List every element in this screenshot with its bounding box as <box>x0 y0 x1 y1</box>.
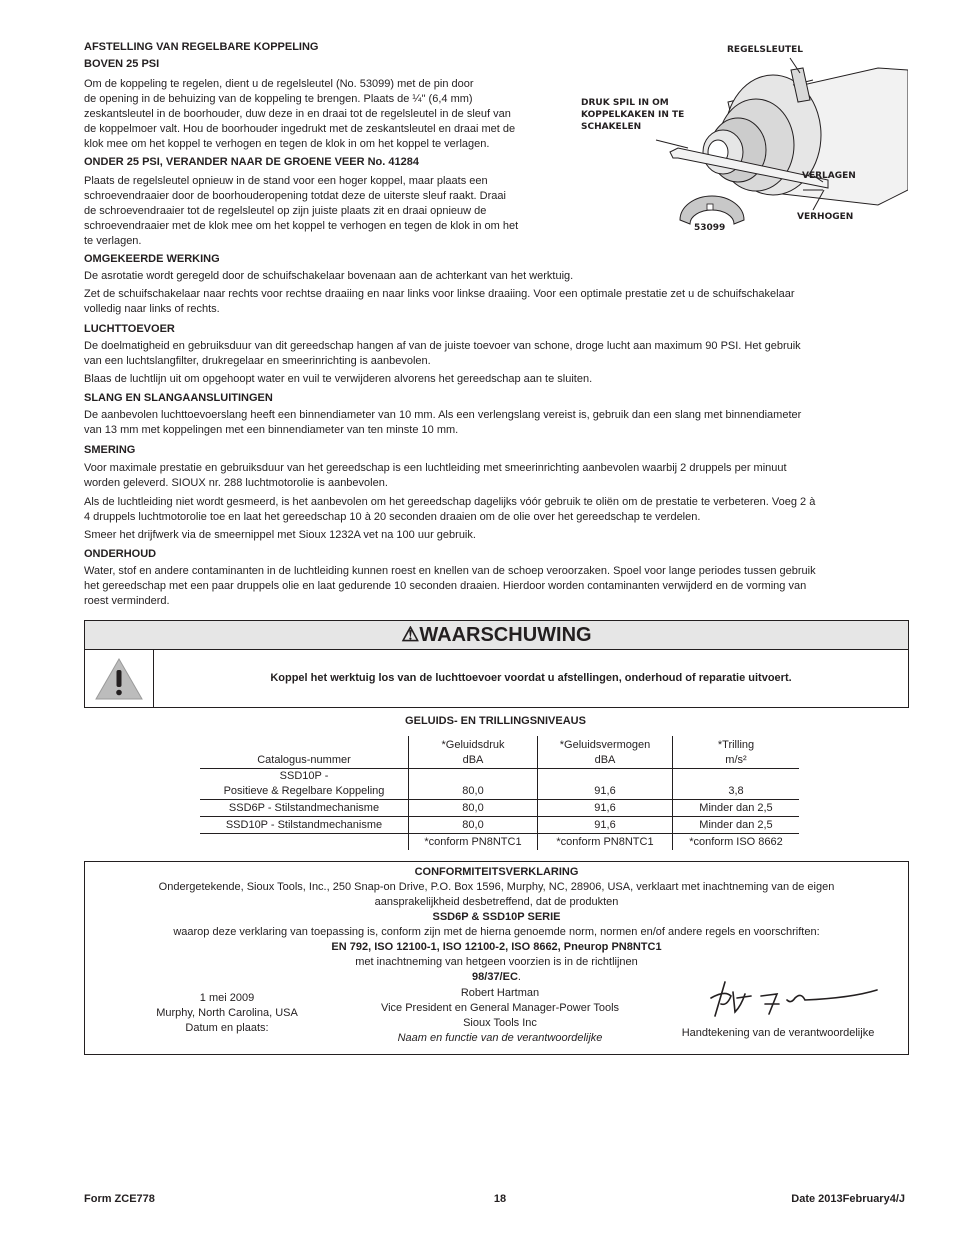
declaration-directive: 98/37/EC. <box>472 971 521 983</box>
paragraph-air-supply-1: De doelmatigheid en gebruiksduur van dit gereedschap hangen af van de juiste toevoer van schone, droge lucht aan maximum 90 PSI. Het gebruik van een luchtslangfilter, drukregelaar en smeerinrichting is aanbevolen. <box>84 340 801 367</box>
declaration-box <box>84 861 909 1055</box>
noise-vibration-table <box>200 736 799 850</box>
heading-air-supply: LUCHTTOEVOER <box>84 323 175 335</box>
signature-image <box>701 976 881 1022</box>
noise-title: GELUIDS- EN TRILLINGSNIVEAUS <box>405 715 586 727</box>
clutch-illustration <box>578 40 908 240</box>
clutch-adjustment-figure <box>578 40 908 240</box>
exclamation-triangle-icon <box>94 657 144 701</box>
declaration-date-place: 1 mei 2009 Murphy, North Carolina, USA Datum en plaats: <box>156 992 298 1034</box>
declaration-signer: Robert Hartman Vice President en General Manager-Power Tools Sioux Tools Inc Naam en functie van de verantwoordelijke <box>380 987 620 1044</box>
warning-icon-cell <box>85 650 154 707</box>
heading-lubrication: SMERING <box>84 444 136 456</box>
declaration-title: CONFORMITEITSVERKLARING <box>414 866 579 878</box>
declaration-line1: Ondergetekende, Sioux Tools, Inc., 250 Snap-on Drive, P.O. Box 1596, Murphy, NC, 28906, USA, verklaart met inachtneming van de eigen <box>158 881 835 893</box>
header-catalog: Catalogus-nummer <box>257 754 351 766</box>
paragraph-reverse-1: De asrotatie wordt geregeld door de schuifschakelaar bovenaan aan de achterkant van het werktuig. <box>84 270 574 282</box>
table-row: SSD6P - Stilstandmechanisme 80,0 91,6 Minder dan 2,5 <box>200 800 799 817</box>
paragraph-reverse-2: Zet de schuifschakelaar naar rechts voor rechtse draaiing en naar links voor linkse draaiing. Voor een optimale prestatie zet u de schuifschakelaar volledig naar links of rechts. <box>84 288 795 315</box>
label-regelsleutel: REGELSLEUTEL <box>727 45 804 55</box>
paragraph-lubrication-2: Als de luchtleiding niet wordt gesmeerd, is het aanbevolen om het gereedschap dagelijks vóór gebruik te oliën om de prestatie te verbeteren. Voeg 2 à 4 druppels luchtmotorolie toe en laat het gereedschap 10 à 20 seconden draaien om de olie over het gereedschap te verdelen. <box>84 496 816 523</box>
paragraph-below-25psi: Plaats de regelsleutel opnieuw in de stand voor een hoger koppel, maar plaats een schroevendraaier door de boorhouderopening totdat deze de uiterste sleuf raakt. Draai de schroevendraaier tot de regelsleutel op zijn juiste plaats zit en draai opnieuw de schroevendraaier met de klok mee om het koppel te verhogen en tegen de klok in om het te verlagen. <box>84 175 519 247</box>
label-part-number: 53099 <box>694 223 726 233</box>
subheading-above-25psi: BOVEN 25 PSI <box>84 58 160 70</box>
warning-title: ⚠WAARSCHUWING <box>85 621 908 650</box>
header-sound-pressure: *Geluidsdruk dBA <box>409 736 538 769</box>
declaration-series: SSD6P & SSD10P SERIE <box>432 911 561 923</box>
footer-date: Date 2013February4/J <box>791 1193 905 1205</box>
footer-form: Form ZCE778 <box>84 1193 155 1205</box>
footer-page-number: 18 <box>493 1193 507 1205</box>
paragraph-maintenance: Water, stof en andere contaminanten in de luchtleiding kunnen roest en knellen van de schoep veroorzaken. Spoel voor lange periodes tussen gebruik het gereedschap met een paar druppels olie en laat gedurende 10 seconden draaien. Hierdoor worden contaminanten verwijderd en de vorming van roest verminderd. <box>84 565 816 607</box>
paragraph-hose: De aanbevolen luchttoevoerslang heeft een binnendiameter van 10 mm. Als een verlengslang vereist is, gebruik dan een slang met binnendiameter van 13 mm met koppelingen met een binnendiameter van ten minste 10 mm. <box>84 409 802 436</box>
table-row: SSD10P - Positieve & Regelbare Koppeling 80,0 91,6 3,8 <box>200 769 799 800</box>
heading-maintenance: ONDERHOUD <box>84 548 157 560</box>
paragraph-lubrication-3: Smeer het drijfwerk via de smeernippel met Sioux 1232A vet na 100 uur gebruik. <box>84 529 476 541</box>
signature-caption: Handtekening van de verantwoordelijke <box>681 1027 875 1039</box>
wrench-53099-icon <box>680 196 744 224</box>
table-conform-row: *conform PN8NTC1 *conform PN8NTC1 *conform ISO 8662 <box>200 834 799 851</box>
heading-hose: SLANG EN SLANGAANSLUITINGEN <box>84 392 273 404</box>
paragraph-above-25psi: Om de koppeling te regelen, dient u de regelsleutel (No. 53099) met de pin door de opening in de behuizing van de koppeling te brengen. Plaats de ¼" (6,4 mm) zeskantsleutel in de boorhouder, duw deze in en draai tot de regelsleutel in de sleuf van de koppelmoer valt. Hou de boorhouder ingedrukt met de zeskantsleutel en draai met de klok mee om het koppel te verhogen en tegen de klok in om het koppel te verlagen. <box>84 78 516 150</box>
paragraph-lubrication-1: Voor maximale prestatie en gebruiksduur van het gereedschap is een luchtleiding met smeerinrichting aanbevolen waarbij 2 druppels per minuut worden geleverd. SIOUX nr. 288 luchtmotorolie is aanbevolen. <box>84 462 787 489</box>
header-vibration: *Trilling m/s² <box>673 736 800 769</box>
declaration-line3: waarop deze verklaring van toepassing is, conform zijn met de hierna genoemde norm, normen en/of andere regels en voorschriften: <box>173 926 820 938</box>
warning-box <box>84 620 909 708</box>
subheading-below-25psi: ONDER 25 PSI, VERANDER NAAR DE GROENE VEER No. 41284 <box>84 156 419 168</box>
table-header-row <box>200 736 799 769</box>
header-sound-power: *Geluidsvermogen dBA <box>538 736 673 769</box>
label-verlagen: VERLAGEN <box>802 171 856 181</box>
heading-adjust-clutch: AFSTELLING VAN REGELBARE KOPPELING <box>84 41 319 53</box>
paragraph-air-supply-2: Blaas de luchtlijn uit om opgehoopt water en vuil te verwijderen alvorens het gereedschap aan te sluiten. <box>84 373 593 385</box>
label-verhogen: VERHOGEN <box>797 212 854 222</box>
table-row: SSD10P - Stilstandmechanisme 80,0 91,6 Minder dan 2,5 <box>200 817 799 834</box>
warning-text: Koppel het werktuig los van de luchttoevoer voordat u afstellingen, onderhoud of reparatie uitvoert. <box>270 672 792 684</box>
declaration-line4: met inachtneming van hetgeen voorzien is in de richtlijnen <box>355 956 638 968</box>
label-push-spindle: DRUK SPIL IN OM KOPPELKAKEN IN TE SCHAKELEN <box>581 98 685 132</box>
declaration-norms: EN 792, ISO 12100-1, ISO 12100-2, ISO 8662, Pneurop PN8NTC1 <box>331 941 662 953</box>
declaration-line2: aansprakelijkheid desbetreffend, dat de produkten <box>374 896 619 908</box>
warning-triangle-icon: ⚠ <box>401 624 420 646</box>
heading-reverse: OMGEKEERDE WERKING <box>84 253 220 265</box>
